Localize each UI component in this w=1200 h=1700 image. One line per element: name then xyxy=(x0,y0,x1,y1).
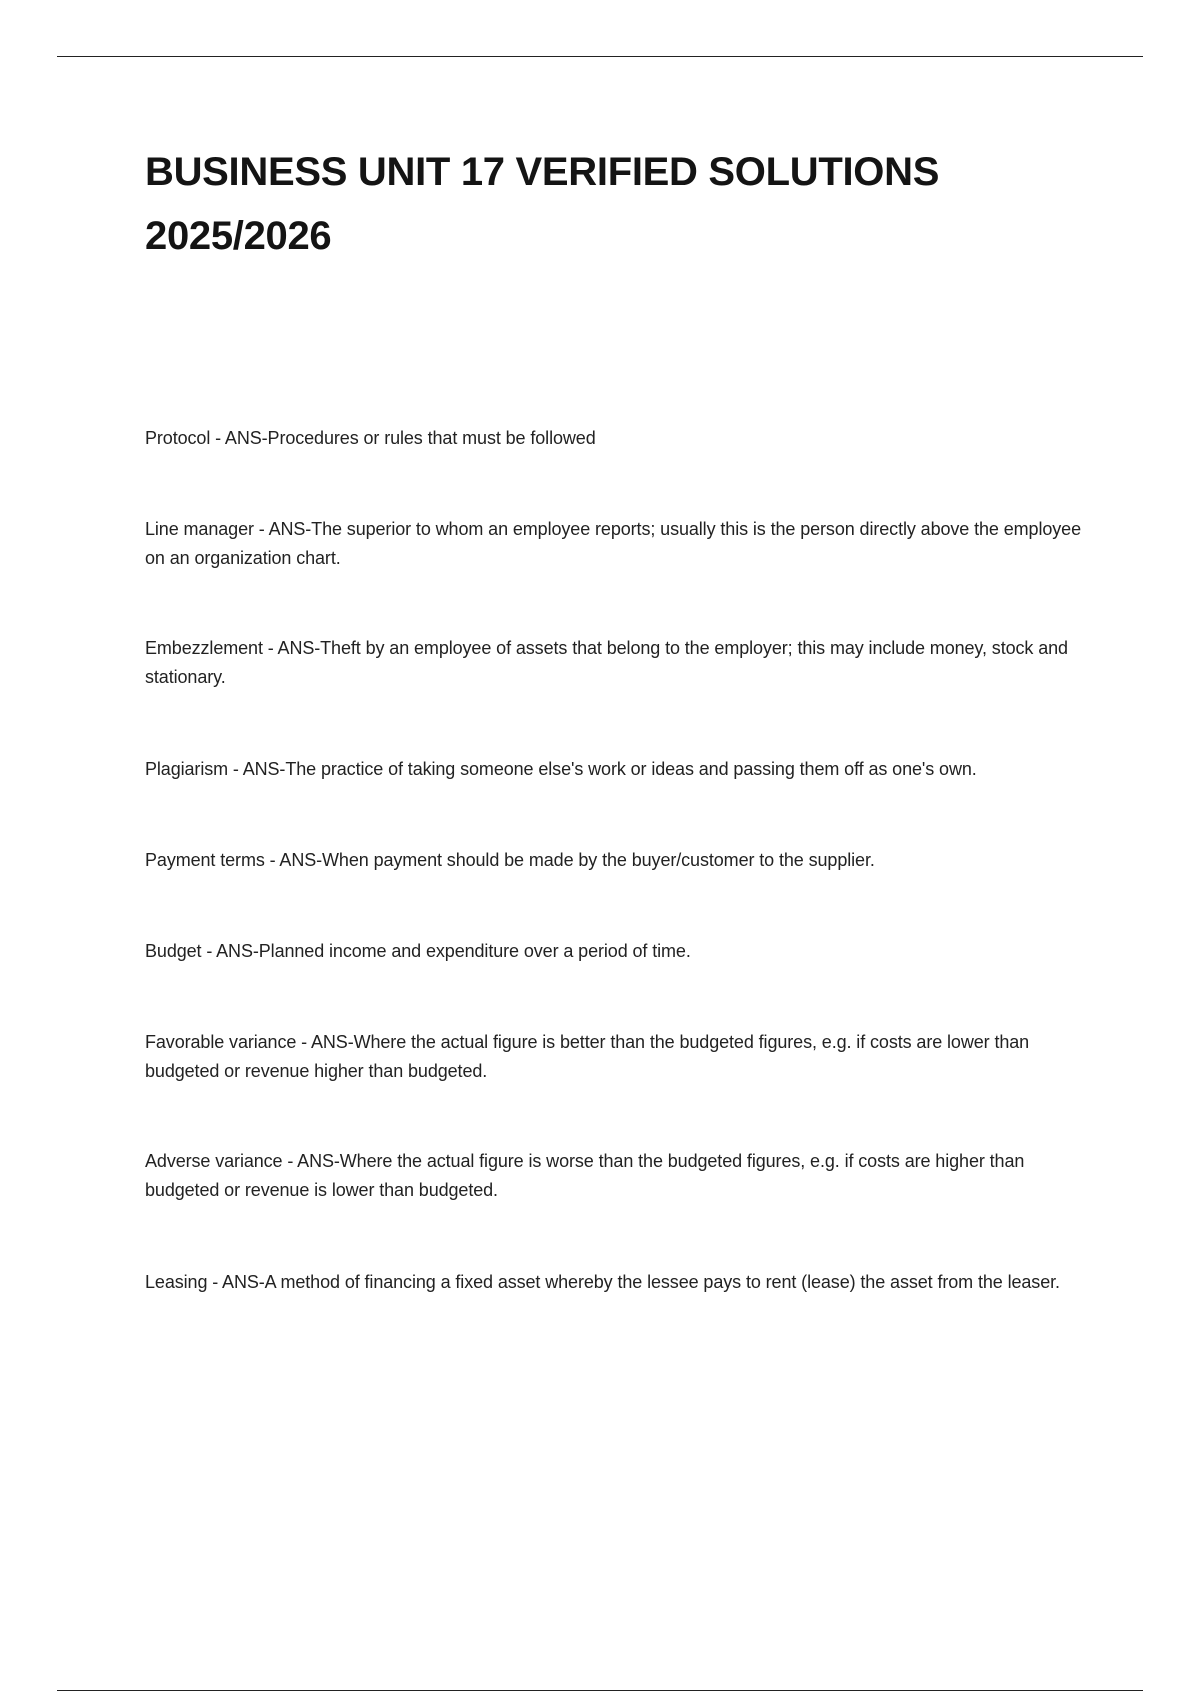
entry-line-manager: Line manager - ANS-The superior to whom an employee reports; usually this is the person directly above the employee on an organization chart. xyxy=(145,519,1081,568)
top-divider xyxy=(57,56,1143,57)
entry-budget: Budget - ANS-Planned income and expenditure over a period of time. xyxy=(145,941,691,961)
title-line-1: BUSINESS UNIT 17 VERIFIED SOLUTIONS xyxy=(145,150,940,194)
entry-embezzlement: Embezzlement - ANS-Theft by an employee of assets that belong to the employer; this may include money, stock and stationary. xyxy=(145,638,1068,687)
document-title xyxy=(145,140,1045,268)
entry-adverse-variance: Adverse variance - ANS-Where the actual figure is worse than the budgeted figures, e.g. if costs are higher than budgeted or revenue is lower than budgeted. xyxy=(145,1151,1025,1200)
bottom-divider xyxy=(57,1690,1143,1691)
entry-leasing: Leasing - ANS-A method of financing a fixed asset whereby the lessee pays to rent (lease) the asset from the leaser. xyxy=(145,1272,1060,1292)
entry-payment-terms: Payment terms - ANS-When payment should be made by the buyer/customer to the supplier. xyxy=(145,850,875,870)
entry-favorable-variance: Favorable variance - ANS-Where the actual figure is better than the budgeted figures, e.g. if costs are lower than budgeted or revenue higher than budgeted. xyxy=(145,1032,1030,1081)
entry-plagiarism: Plagiarism - ANS-The practice of taking someone else's work or ideas and passing them off as one's own. xyxy=(145,759,977,779)
title-line-2: 2025/2026 xyxy=(145,214,332,258)
entry-protocol: Protocol - ANS-Procedures or rules that must be followed xyxy=(145,428,596,448)
